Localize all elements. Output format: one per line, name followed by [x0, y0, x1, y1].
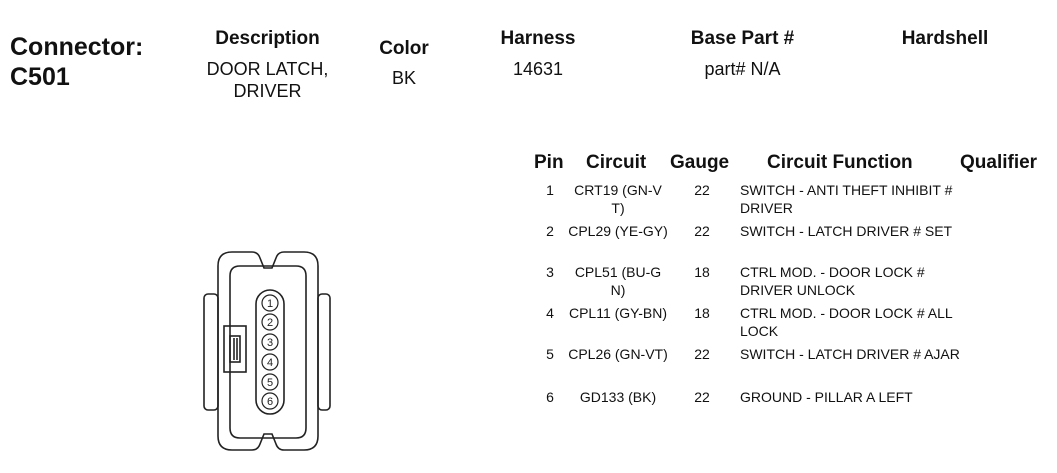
table-row — [0, 345, 1057, 385]
color-value: BK — [391, 68, 416, 88]
pin-6-label: 6 — [266, 396, 274, 408]
latch-tab — [224, 326, 246, 372]
connector-title — [10, 32, 143, 92]
circuit-cell: GD133 (BK) — [579, 389, 657, 405]
base-part-heading: Base Part # — [690, 28, 795, 49]
pin-header: Pin — [534, 152, 564, 173]
connector-face-diagram — [196, 246, 336, 458]
table-row — [0, 388, 1057, 428]
harness-heading: Harness — [500, 28, 576, 49]
hardshell-heading: Hardshell — [901, 28, 989, 49]
circuit-cell: CPL11 (GY-BN) — [568, 305, 668, 321]
table-row — [0, 263, 1057, 303]
circuit-cell: CPL26 (GN-VT) — [568, 346, 668, 362]
circuit-header: Circuit — [586, 152, 647, 173]
pin-4-label: 4 — [266, 357, 274, 369]
harness-value: 14631 — [512, 59, 564, 79]
function-cell: SWITCH - LATCH DRIVER # SET — [740, 223, 953, 239]
function-cell: SWITCH - ANTI THEFT INHIBIT # DRIVER — [740, 182, 953, 216]
gauge-cell: 22 — [694, 182, 710, 198]
description-line2: DRIVER — [233, 81, 302, 101]
base-part-value: part# N/A — [704, 59, 781, 79]
pin-cell: 1 — [546, 182, 554, 198]
pin-cell: 6 — [546, 389, 554, 405]
function-cell: SWITCH - LATCH DRIVER # AJAR — [740, 346, 960, 362]
circuit-cell: CPL51 (BU-GN) — [574, 264, 662, 298]
connector-housing-outer — [218, 252, 318, 450]
description-heading: Description — [215, 28, 320, 49]
gauge-cell: 18 — [694, 305, 710, 321]
color-heading: Color — [379, 38, 429, 59]
gauge-cell: 22 — [694, 223, 710, 239]
right-flange — [318, 294, 330, 410]
function-cell: CTRL MOD. - DOOR LOCK # DRIVER UNLOCK — [740, 264, 925, 298]
connector-label: Connector: — [10, 33, 144, 61]
pin-2-label: 2 — [266, 317, 274, 329]
table-row — [0, 222, 1057, 262]
pin-cell: 5 — [546, 346, 554, 362]
circuit-cell: CPL29 (YE-GY) — [568, 223, 668, 239]
function-header: Circuit Function — [767, 152, 913, 173]
description-value — [180, 58, 355, 102]
gauge-cell: 18 — [694, 264, 710, 280]
description-line1: DOOR LATCH, — [206, 59, 329, 79]
function-cell: GROUND - PILLAR A LEFT — [740, 389, 913, 405]
gauge-cell: 22 — [694, 346, 710, 362]
pin-1-label: 1 — [266, 298, 274, 310]
left-flange — [204, 294, 218, 410]
circuit-cell: CRT19 (GN-VT) — [574, 182, 662, 216]
pin-cell: 3 — [546, 264, 554, 280]
gauge-cell: 22 — [694, 389, 710, 405]
pin-cell: 2 — [546, 223, 554, 239]
pin-3-label: 3 — [266, 337, 274, 349]
pin-5-label: 5 — [266, 377, 274, 389]
function-cell: CTRL MOD. - DOOR LOCK # ALL LOCK — [740, 305, 953, 339]
pin-cell: 4 — [546, 305, 554, 321]
table-row — [0, 304, 1057, 344]
table-row — [0, 181, 1057, 221]
gauge-header: Gauge — [670, 152, 730, 173]
latch-tab-inner — [230, 336, 240, 362]
connector-housing-inner — [230, 266, 306, 438]
qualifier-header: Qualifier — [960, 152, 1038, 173]
connector-id: C501 — [10, 63, 70, 91]
